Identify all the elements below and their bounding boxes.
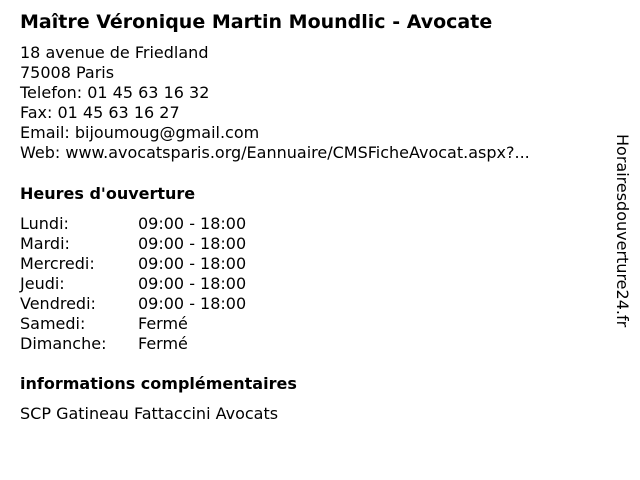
hours-day: Lundi: [20,214,69,233]
hours-time: 09:00 - 18:00 [138,254,247,273]
hours-row-saturday [20,314,246,334]
address-city: 75008 Paris [20,63,115,82]
hours-heading: Heures d'ouverture [20,184,196,203]
hours-time: 09:00 - 18:00 [138,294,247,313]
page-title: Maître Véronique Martin Moundlic - Avocate [20,11,493,33]
hours-time: Fermé [138,334,188,353]
hours-time: 09:00 - 18:00 [138,274,247,293]
hours-row-thursday [20,274,246,294]
hours-day: Dimanche: [20,334,107,353]
site-watermark: Horairesdouverture24.fr [613,134,632,328]
info-heading: informations complémentaires [20,374,297,393]
hours-time: 09:00 - 18:00 [138,234,247,253]
hours-row-monday [20,214,246,234]
opening-hours-list [20,214,246,354]
contact-block [20,43,530,163]
hours-day: Jeudi: [20,274,65,293]
email-line: Email: bijoumoug@gmail.com [20,123,260,142]
hours-time: 09:00 - 18:00 [138,214,247,233]
address-street: 18 avenue de Friedland [20,43,209,62]
info-text: SCP Gatineau Fattaccini Avocats [20,404,279,423]
hours-row-wednesday [20,254,246,274]
phone-line: Telefon: 01 45 63 16 32 [20,83,210,102]
hours-time: Fermé [138,314,188,333]
hours-row-tuesday [20,234,246,254]
hours-day: Vendredi: [20,294,96,313]
hours-day: Mardi: [20,234,70,253]
hours-row-friday [20,294,246,314]
web-line: Web: www.avocatsparis.org/Eannuaire/CMSFicheAvocat.aspx?... [20,143,530,162]
hours-day: Samedi: [20,314,86,333]
hours-row-sunday [20,334,246,354]
fax-line: Fax: 01 45 63 16 27 [20,103,180,122]
hours-day: Mercredi: [20,254,95,273]
